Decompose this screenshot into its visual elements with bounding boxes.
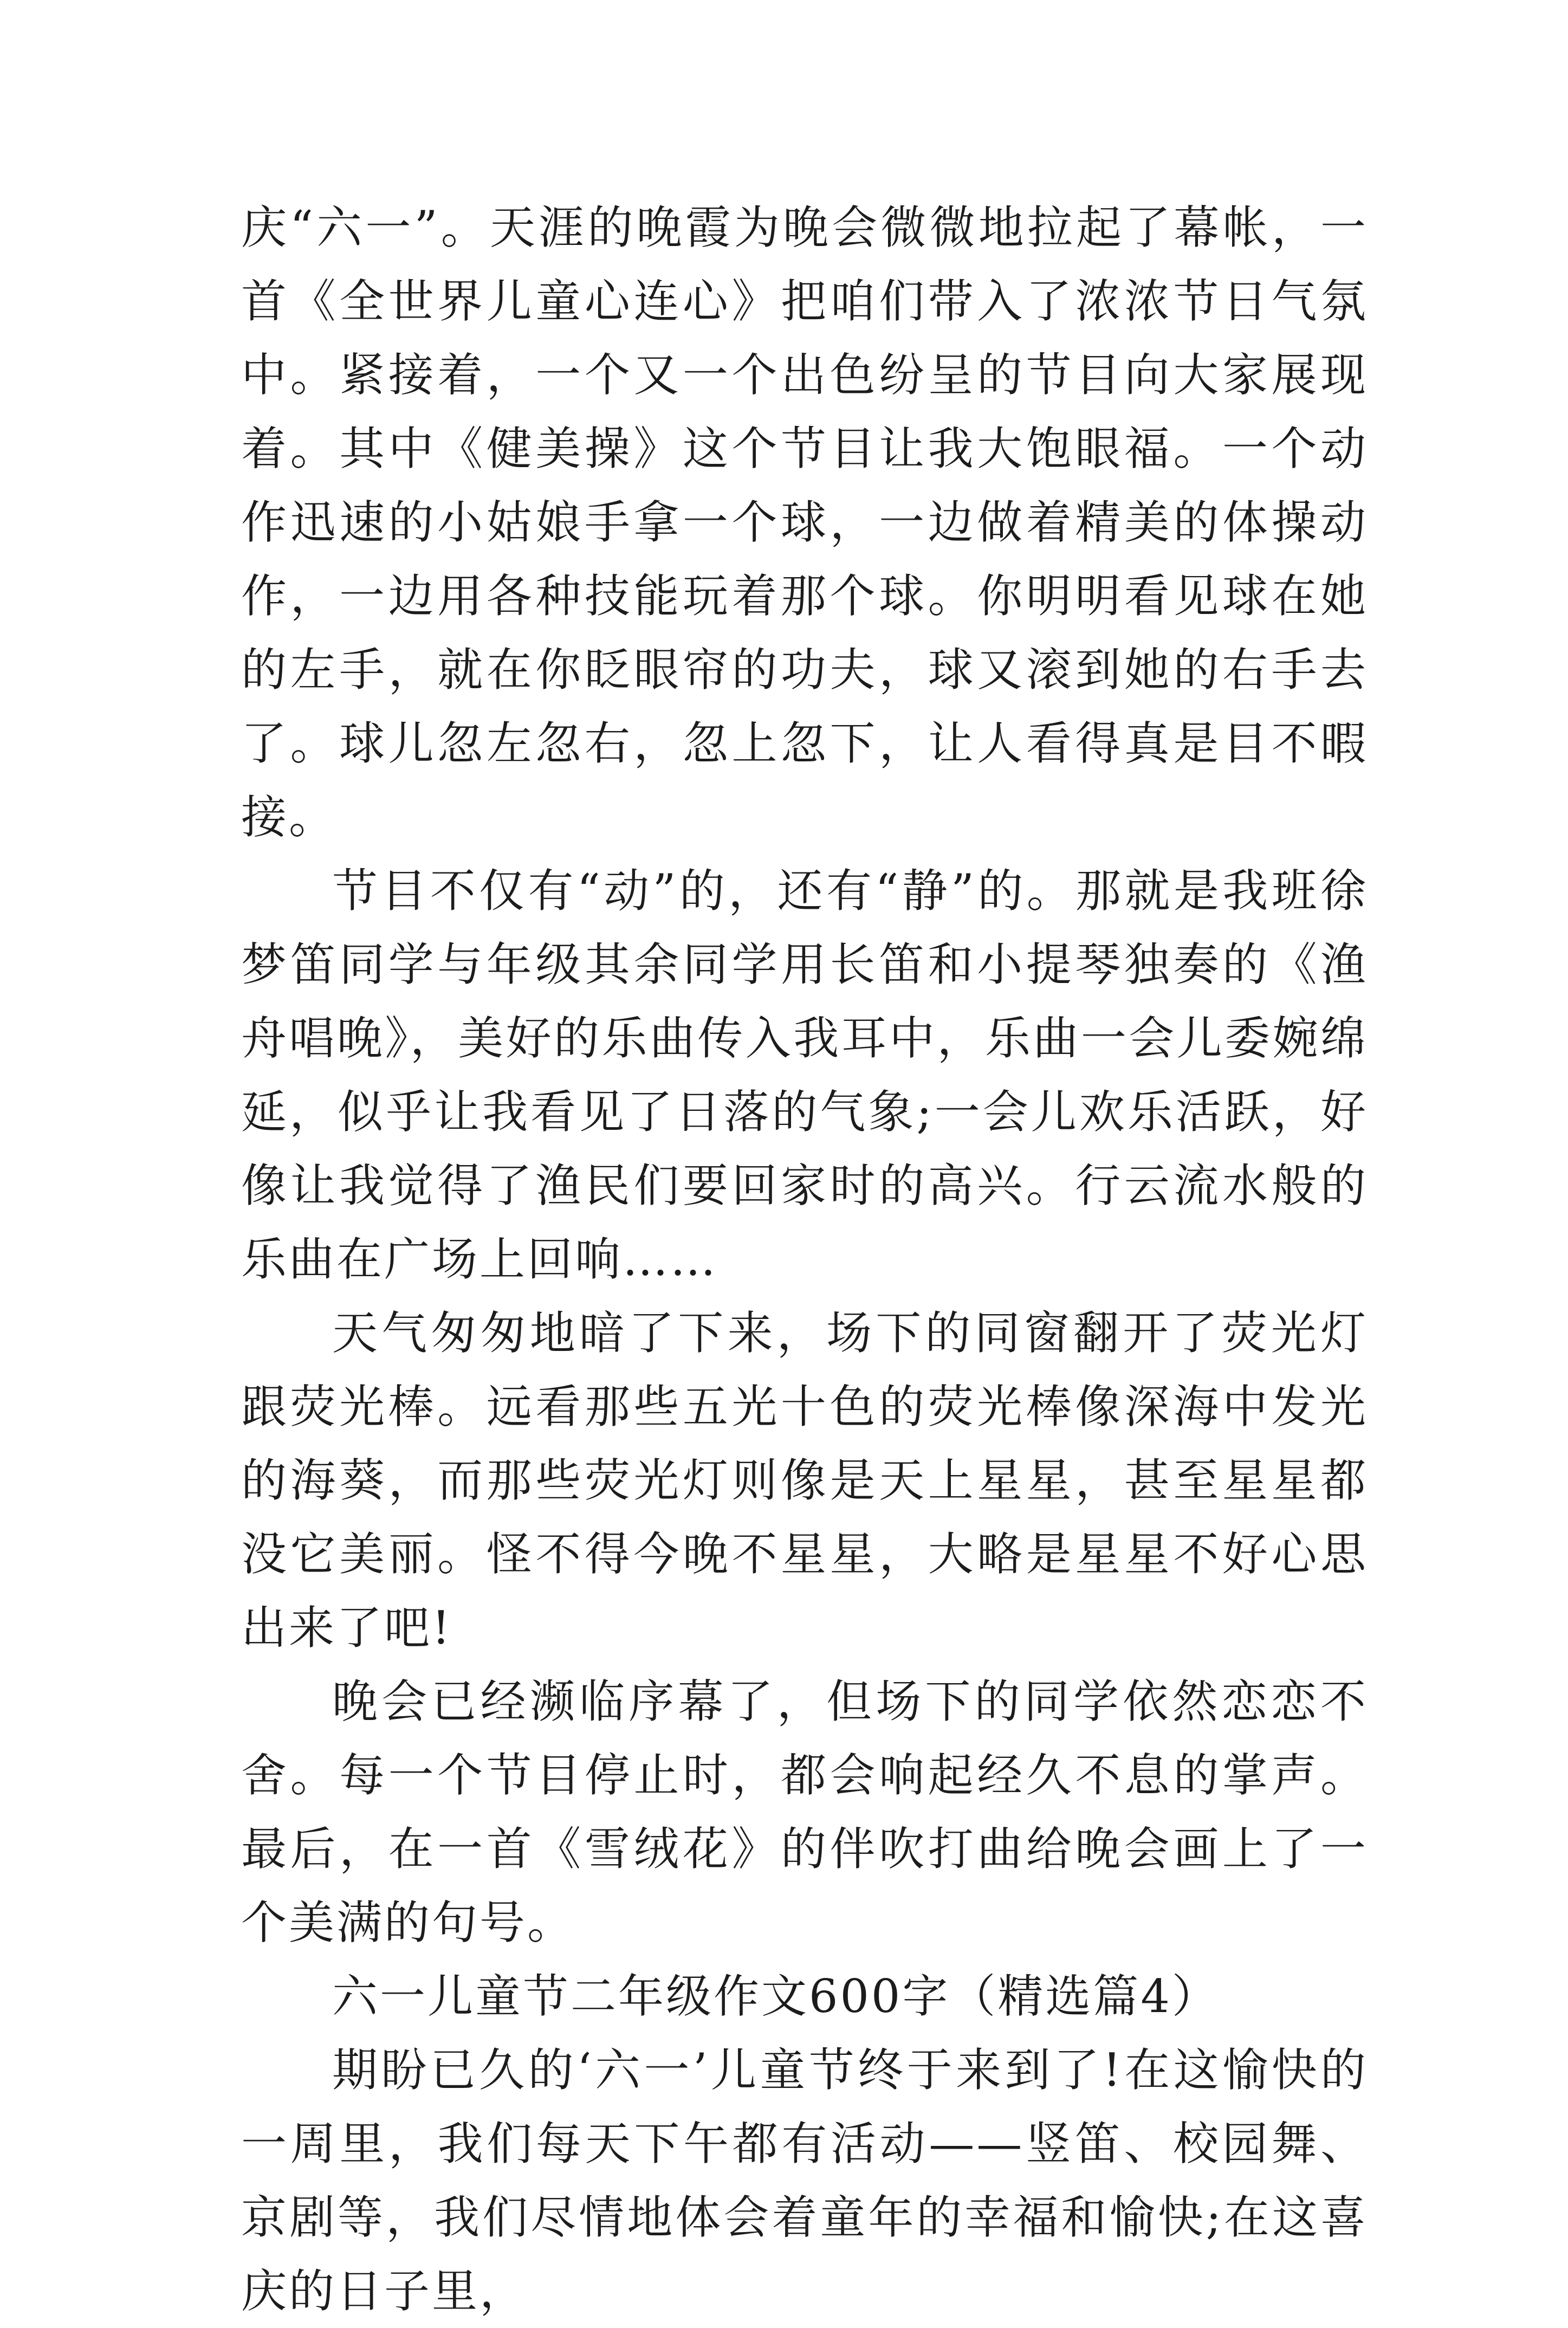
paragraph-4: 晚会已经濒临序幕了，但场下的同学依然恋恋不舍。每一个节目停止时，都会响起经久不息的掌声。最后，在一首《雪绒花》的伴吹打曲给晚会画上了一个美满的句号。 <box>241 1675 1368 1949</box>
paragraph-1: 庆“六一”。天涯的晚霞为晚会微微地拉起了幕帐，一首《全世界儿童心连心》把咱们带入了浓浓节日气氛中。紧接着，一个又一个出色纷呈的节目向大家展现着。其中《健美操》这个节目让我大饱眼福。一个动作迅速的小姑娘手拿一个球，一边做着精美的体操动作，一边用各种技能玩着那个球。你明明看见球在她的左手，就在你眨眼帘的功夫，球又滚到她的右手去了。球儿忽左忽右，忽上忽下，让人看得真是目不暇接。 <box>241 201 1368 844</box>
paragraph-6: 期盼已久的‘六一’儿童节终于来到了!在这愉快的一周里，我们每天下午都有活动——竖笛、校园舞、京剧等，我们尽情地体会着童年的幸福和愉快;在这喜庆的日子里， <box>241 2044 1368 2318</box>
paragraph-2: 节目不仅有“动”的，还有“静”的。那就是我班徐梦笛同学与年级其余同学用长笛和小提琴独奏的《渔舟唱晚》，美好的乐曲传入我耳中，乐曲一会儿委婉绵延，似乎让我看见了日落的气象;一会儿欢乐活跃，好像让我觉得了渔民们要回家时的高兴。行云流水般的乐曲在广场上回响…… <box>241 864 1368 1286</box>
text-column <box>241 191 1368 2328</box>
paragraph-3: 天气匆匆地暗了下来，场下的同窗翻开了荧光灯跟荧光棒。远看那些五光十色的荧光棒像深海中发光的海葵，而那些荧光灯则像是天上星星，甚至星星都没它美丽。怪不得今晚不星星，大略是星星不好心思出来了吧! <box>241 1307 1368 1654</box>
section-heading: 六一儿童节二年级作文600字（精选篇4） <box>332 1970 1220 2023</box>
